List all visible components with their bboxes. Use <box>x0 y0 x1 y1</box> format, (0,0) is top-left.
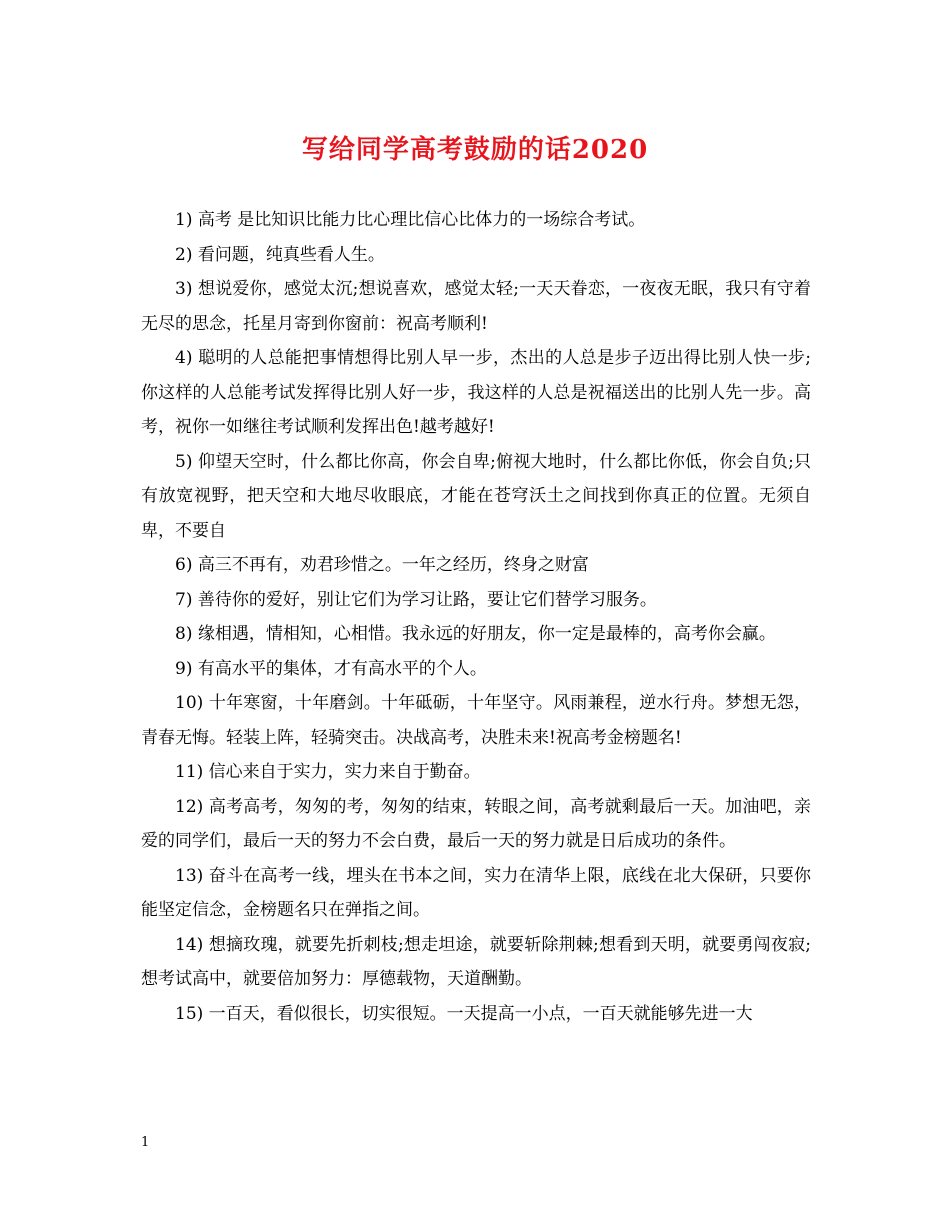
paragraph-6: 6) 高三不再有，劝君珍惜之。一年之经历，终身之财富 <box>175 555 589 575</box>
paragraph-15: 15) 一百天，看似很长，切实很短。一天提高一小点，一百天就能够先进一大 <box>175 1003 753 1024</box>
page-number: 1 <box>141 1135 150 1150</box>
page-title: 写给同学高考鼓励的话2020 <box>301 135 649 165</box>
paragraph-9: 9) 有高水平的集体，才有高水平的个人。 <box>175 658 487 679</box>
paragraph-7: 7) 善待你的爱好，别让它们为学习让路，要让它们替学习服务。 <box>175 589 657 610</box>
paragraph-4: 4) 聪明的人总能把事情想得比别人早一步，杰出的人总是步子迈出得比别人快一步;你这样的人总能考试发挥得比别人好一步，我这样的人总是祝福送出的比别人先一步。高考，祝你一如继往考试顺利发挥出色!越考越好! <box>141 348 811 437</box>
paragraph-2: 2) 看问题，纯真些看人生。 <box>175 244 385 265</box>
paragraph-13: 13) 奋斗在高考一线，埋头在书本之间，实力在清华上限，底线在北大保研，只要你能坚定信念，金榜题名只在弹指之间。 <box>141 865 811 920</box>
paragraph-12: 12) 高考高考，匆匆的考，匆匆的结束，转眼之间，高考就剩最后一天。加油吧，亲爱的同学们，最后一天的努力不会白费，最后一天的努力就是日后成功的条件。 <box>141 796 811 851</box>
document-body <box>141 203 811 1031</box>
paragraph-3: 3) 想说爱你，感觉太沉;想说喜欢，感觉太轻;一天天眷恋，一夜夜无眠，我只有守着无尽的思念，托星月寄到你窗前：祝高考顺利! <box>141 279 811 334</box>
paragraph-8: 8) 缘相遇，情相知，心相惜。我永远的好朋友，你一定是最棒的，高考你会赢。 <box>175 624 776 644</box>
paragraph-14: 14) 想摘玫瑰，就要先折刺枝;想走坦途，就要斩除荆棘;想看到天明，就要勇闯夜寂;想考试高中，就要倍加努力：厚德载物，天道酬勤。 <box>141 934 811 989</box>
paragraph-10: 10) 十年寒窗，十年磨剑。十年砥砺，十年坚守。风雨兼程，逆水行舟。梦想无怨，青春无悔。轻装上阵，轻骑突击。决战高考，决胜未来!祝高考金榜题名! <box>141 693 811 748</box>
paragraph-11: 11) 信心来自于实力，实力来自于勤奋。 <box>175 762 481 782</box>
paragraph-1: 1) 高考 是比知识比能力比心理比信心比体力的一场综合考试。 <box>175 210 646 230</box>
paragraph-5: 5) 仰望天空时，什么都比你高，你会自卑;俯视大地时，什么都比你低，你会自负;只有放宽视野，把天空和大地尽收眼底，才能在苍穹沃土之间找到你真正的位置。无须自卑，不要自 <box>141 451 811 541</box>
